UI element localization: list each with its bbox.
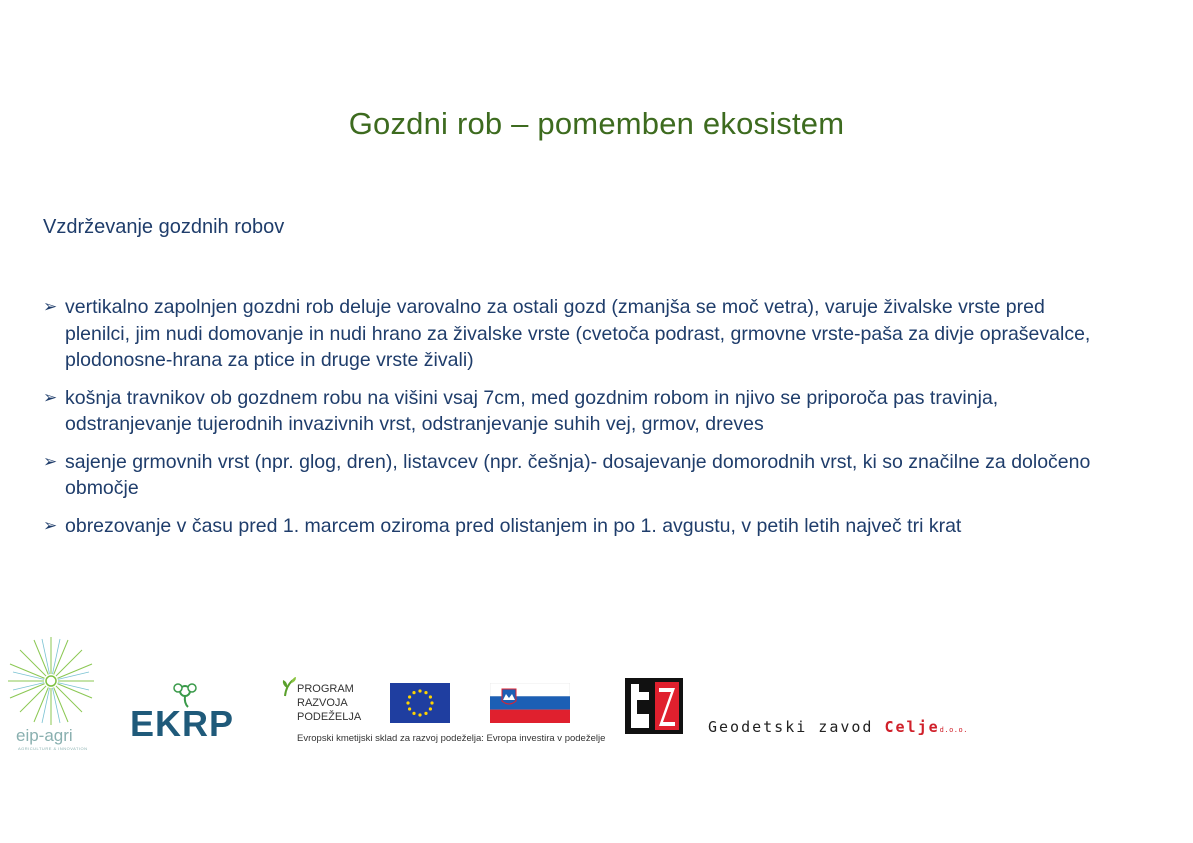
prp-caption: Evropski kmetijski sklad za razvoj podeželja: Evropa investira v podeželje [297, 733, 606, 744]
eu-flag-icon [390, 683, 450, 723]
list-item [43, 449, 1103, 502]
eip-agri-wordmark: eip-agri [16, 726, 73, 745]
arrow-bullet-icon: ➢ [43, 297, 58, 316]
prp-sprout-icon [281, 676, 297, 698]
arrow-bullet-icon: ➢ [43, 451, 58, 471]
gz-logo-icon [625, 678, 683, 734]
prp-line-2: RAZVOJA [297, 697, 348, 709]
bullet-text: sajenje grmovnih vrst (npr. glog, dren), listavcev (npr. češnja)- dosajevanje domorodnih vrst, ki so značilne za določeno območje [65, 450, 1091, 499]
slide-title: Gozdni rob – pomemben ekosistem [348, 106, 845, 141]
gz-celje: Celje [884, 718, 940, 736]
eip-agri-logo-icon [6, 635, 96, 727]
bullet-text: obrezovanje v času pred 1. marcem oziroma pred olistanjem in po 1. avgustu, v petih letih največ tri krat [65, 514, 962, 537]
slide-subtitle: Vzdrževanje gozdnih robov [43, 216, 285, 238]
bullet-text: vertikalno zapolnjen gozdni rob deluje varovalno za ostali gozd (zmanjša se moč vetra), varuje živalske vrste pred plenilci, jim nudi domovanje in nudi hrano za živalske vrste (cvetoča podrast, grmovne vrste-paša za divje opraševalce, plodonosne-hrana za ptice in druge vrste živali) [65, 296, 1091, 371]
gz-name: Geodetski zavod [708, 718, 874, 736]
list-item [43, 385, 1103, 438]
prp-line-3: PODEŽELJA [297, 711, 362, 723]
bullet-list [43, 294, 1103, 550]
logo-bar [0, 630, 1193, 770]
list-item [43, 294, 1103, 374]
prp-wordmark [297, 682, 361, 724]
list-item [43, 513, 1103, 540]
ekrp-wordmark: EKRP [130, 703, 235, 744]
arrow-bullet-icon: ➢ [43, 515, 58, 535]
bullet-text: košnja travnikov ob gozdnem robu na višini vsaj 7cm, med gozdnim robom in njivo se priporoča pas travinja, odstranjevanje tujerodnih invazivnih vrst, odstranjevanje suhih vej, grmov, dreves [65, 386, 999, 435]
eip-agri-tagline: AGRICULTURE & INNOVATION [18, 746, 88, 751]
slovenia-flag-icon [490, 683, 570, 723]
prp-line-1: PROGRAM [297, 683, 354, 695]
gz-suffix: d.o.o. [939, 726, 968, 734]
arrow-bullet-icon: ➢ [43, 387, 58, 407]
gz-wordmark [708, 718, 968, 736]
